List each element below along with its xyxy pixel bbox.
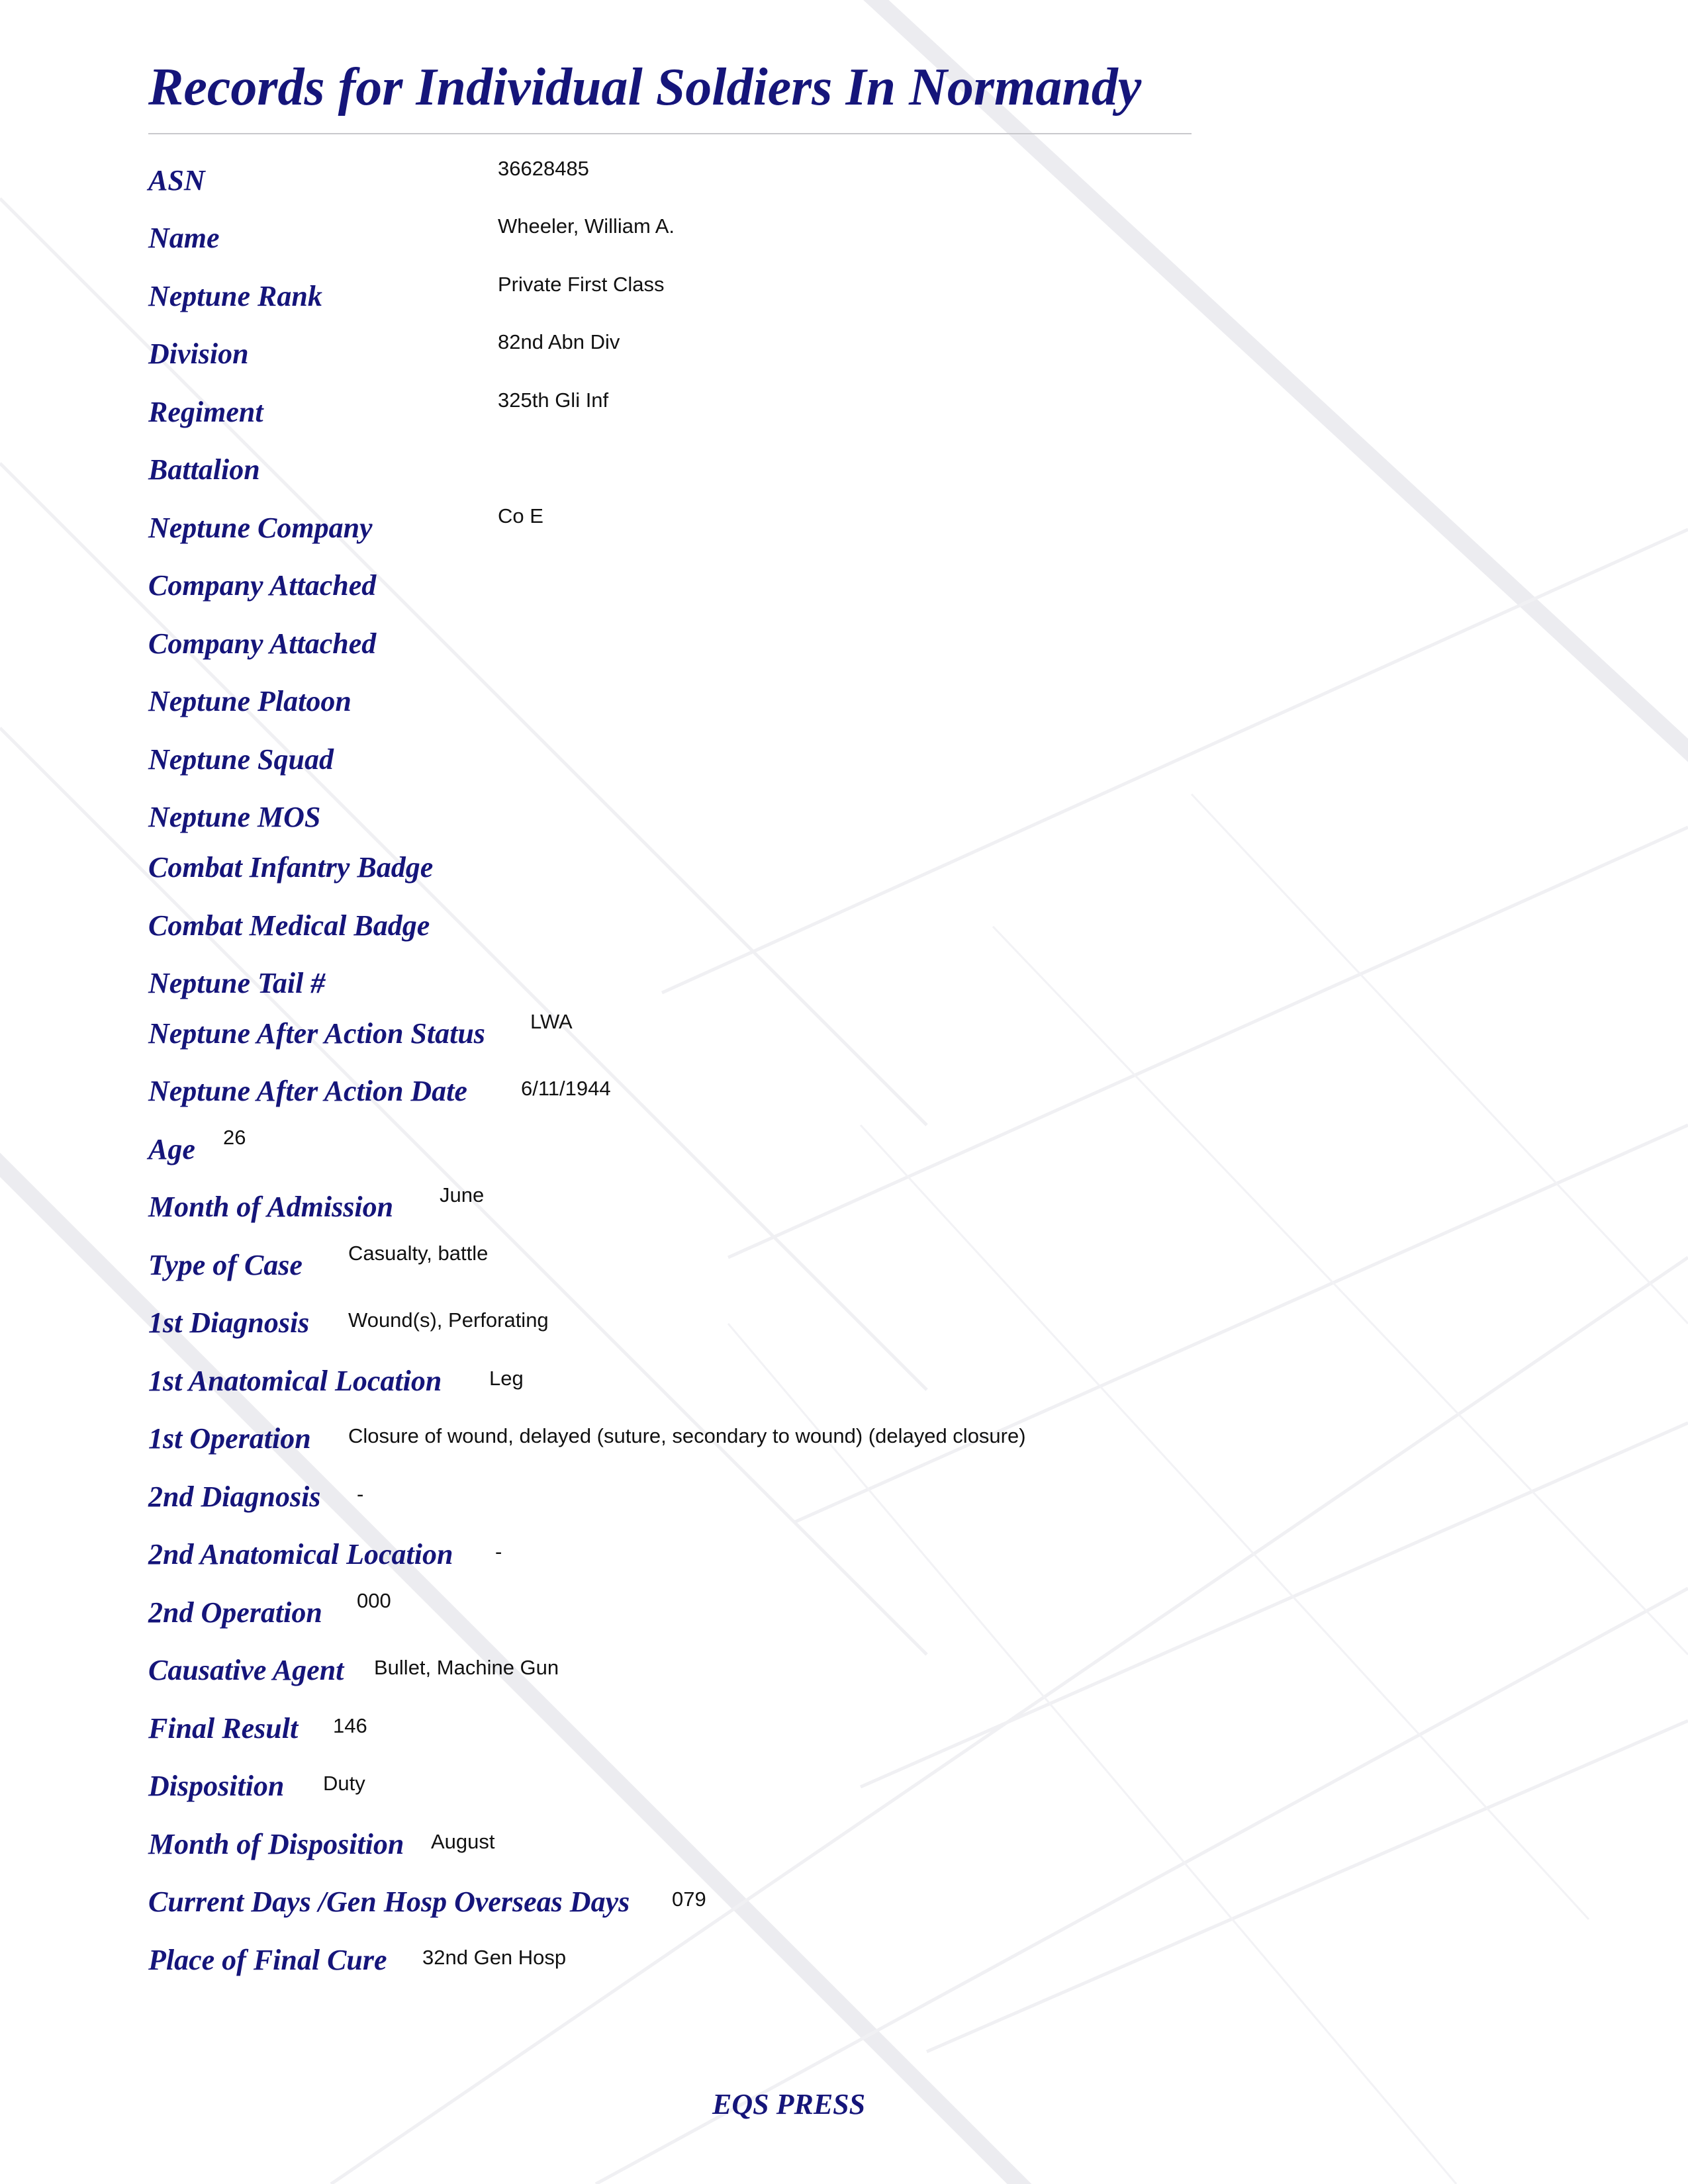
- field-value: 146: [333, 1714, 367, 1737]
- field-value: 36628485: [498, 157, 589, 180]
- field-neptune-company: [148, 503, 1605, 543]
- field-label: Place of Final Cure: [148, 1944, 387, 1976]
- field-1st-anatomical-location: [148, 1356, 1605, 1396]
- field-neptune-platoon: [148, 676, 1605, 716]
- field-value: 26: [223, 1126, 246, 1149]
- field-label: Combat Infantry Badge: [148, 851, 434, 884]
- field-1st-diagnosis: [148, 1298, 1605, 1338]
- field-value: Closure of wound, delayed (suture, secondary to wound) (delayed closure): [348, 1424, 1026, 1447]
- field-label: Disposition: [148, 1770, 285, 1802]
- field-label: Name: [148, 222, 220, 254]
- field-label: Neptune MOS: [148, 801, 321, 833]
- field-age: [148, 1124, 1605, 1164]
- field-label: 1st Anatomical Location: [148, 1365, 442, 1397]
- field-neptune-mos: [148, 792, 1605, 832]
- field-combat-infantry-badge: [148, 842, 1605, 882]
- field-label: Neptune Squad: [148, 743, 334, 776]
- field-name: [148, 213, 1605, 253]
- field-label: Neptune After Action Date: [148, 1075, 467, 1107]
- field-neptune-squad: [148, 735, 1605, 774]
- field-value: -: [357, 1482, 364, 1506]
- field-label: 2nd Diagnosis: [148, 1480, 321, 1513]
- field-place-of-final-cure: [148, 1935, 1605, 1975]
- field-neptune-tail: [148, 958, 1605, 998]
- field-label: Type of Case: [148, 1249, 303, 1281]
- field-value: June: [440, 1183, 485, 1206]
- field-1st-operation: [148, 1414, 1605, 1453]
- field-label: 1st Operation: [148, 1422, 311, 1455]
- field-after-action-date: [148, 1066, 1605, 1106]
- footer-publisher: EQS PRESS: [712, 2088, 866, 2120]
- field-value: Co E: [498, 504, 543, 527]
- field-value: 32nd Gen Hosp: [422, 1946, 567, 1969]
- field-causative-agent: [148, 1645, 1605, 1685]
- field-value: Casualty, battle: [348, 1242, 489, 1265]
- field-after-action-status: [148, 1009, 1605, 1048]
- field-label: Month of Disposition: [148, 1828, 404, 1860]
- field-value: -: [495, 1540, 502, 1563]
- field-label: Division: [148, 338, 249, 370]
- field-label: Neptune Company: [148, 512, 373, 544]
- field-label: 2nd Anatomical Location: [148, 1538, 453, 1570]
- field-neptune-rank: [148, 271, 1605, 311]
- field-month-of-disposition: [148, 1819, 1605, 1859]
- field-value: 000: [357, 1589, 391, 1612]
- field-label: Final Result: [148, 1712, 299, 1745]
- field-final-result: [148, 1704, 1605, 1743]
- field-label: 1st Diagnosis: [148, 1306, 310, 1339]
- field-2nd-operation: [148, 1588, 1605, 1627]
- field-division: [148, 329, 1605, 369]
- field-label: Current Days /Gen Hosp Overseas Days: [148, 1886, 630, 1918]
- field-disposition: [148, 1761, 1605, 1801]
- field-2nd-diagnosis: [148, 1472, 1605, 1512]
- field-value: Leg: [489, 1367, 524, 1390]
- field-company-attached: [148, 561, 1605, 600]
- field-label: Neptune Rank: [148, 280, 322, 312]
- field-label: Company Attached: [148, 569, 377, 602]
- field-label: Age: [148, 1133, 195, 1165]
- field-label: Month of Admission: [148, 1191, 394, 1223]
- field-label: Neptune Platoon: [148, 685, 352, 717]
- field-regiment: [148, 387, 1605, 427]
- field-label: Causative Agent: [148, 1654, 344, 1686]
- field-asn: [148, 156, 1605, 195]
- field-value: 325th Gli Inf: [498, 388, 609, 412]
- field-value: Private First Class: [498, 273, 665, 296]
- field-value: Wheeler, William A.: [498, 214, 675, 238]
- field-value: 6/11/1944: [521, 1077, 611, 1100]
- field-combat-medical-badge: [148, 901, 1605, 940]
- field-battalion: [148, 445, 1605, 484]
- page-title: Records for Individual Soldiers In Normandy: [148, 58, 1142, 116]
- field-value: 82nd Abn Div: [498, 330, 620, 353]
- field-value: August: [431, 1830, 495, 1853]
- field-label: Combat Medical Badge: [148, 909, 430, 942]
- field-label: Regiment: [148, 396, 263, 428]
- field-value: Wound(s), Perforating: [348, 1308, 549, 1332]
- field-company-attached: [148, 619, 1605, 659]
- field-label: ASN: [148, 164, 205, 197]
- field-label: Neptune Tail #: [148, 967, 326, 999]
- field-2nd-anatomical-location: [148, 1529, 1605, 1569]
- field-month-of-admission: [148, 1182, 1605, 1222]
- field-label: Company Attached: [148, 627, 377, 660]
- field-label: Battalion: [148, 453, 260, 486]
- field-current-days: [148, 1877, 1605, 1917]
- field-value: LWA: [530, 1010, 573, 1033]
- field-label: 2nd Operation: [148, 1596, 322, 1629]
- field-value: Duty: [323, 1772, 365, 1795]
- field-type-of-case: [148, 1240, 1605, 1280]
- field-value: Bullet, Machine Gun: [374, 1656, 559, 1679]
- field-value: 079: [672, 1888, 706, 1911]
- field-label: Neptune After Action Status: [148, 1017, 485, 1050]
